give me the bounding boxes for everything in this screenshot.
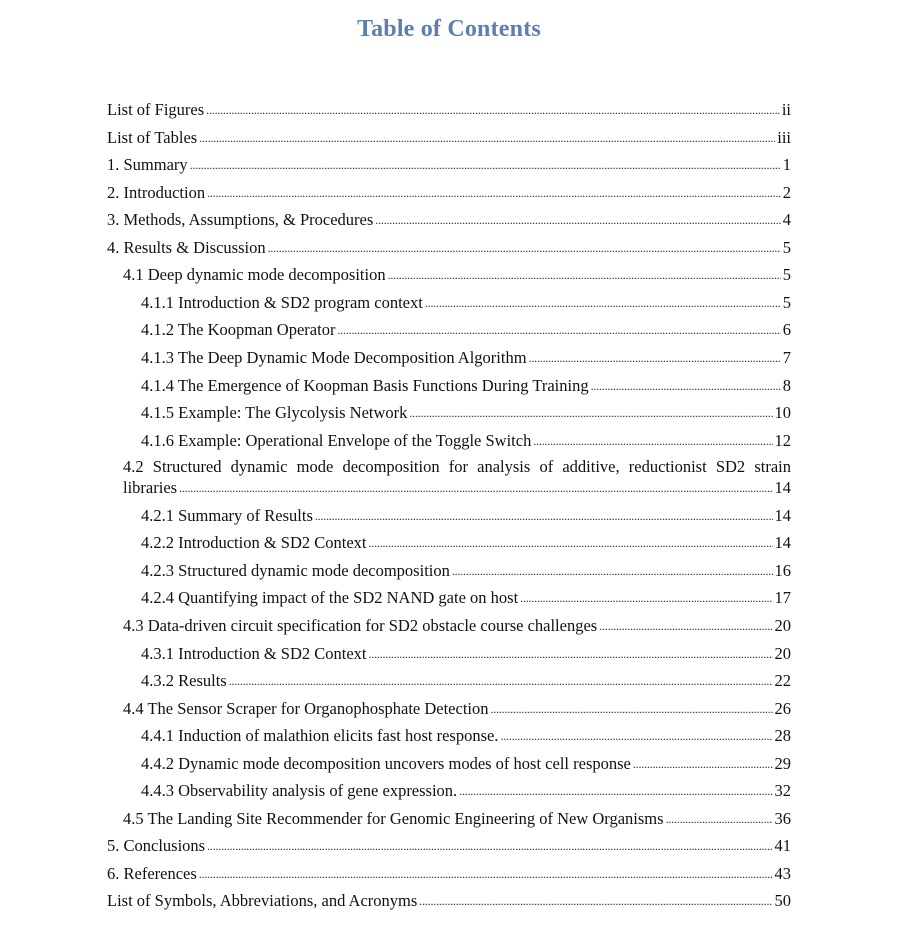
- toc-page-number: 28: [774, 726, 791, 745]
- toc-page-number: 14: [774, 478, 791, 497]
- toc-page-number: 1: [782, 155, 791, 174]
- dot-leader: [633, 756, 773, 774]
- toc-entry-4-2-2[interactable]: [141, 531, 791, 553]
- toc-label: 4.4.2 Dynamic mode decomposition uncovers modes of host cell response: [141, 754, 631, 773]
- toc-entry-results[interactable]: [107, 236, 791, 258]
- toc-page-number: 17: [774, 588, 791, 607]
- dot-leader: [369, 646, 773, 664]
- dot-leader: [419, 893, 772, 911]
- toc-page-number: 16: [774, 561, 791, 580]
- toc-label: 4.3 Data-driven circuit specification for SD2 obstacle course challenges: [123, 616, 598, 635]
- toc-entry-4-2-line1[interactable]: 4.2 Structured dynamic mode decomposition for analysis of additive, reductionist SD2 strain: [123, 457, 791, 476]
- toc-page-number: ii: [781, 100, 791, 119]
- toc-entry-symbols[interactable]: [107, 889, 791, 911]
- toc-entry-methods[interactable]: [107, 208, 791, 230]
- toc-label: 4.4.1 Induction of malathion elicits fast host response.: [141, 726, 499, 745]
- toc-entry-4-1-6[interactable]: [141, 429, 791, 451]
- dot-leader: [199, 866, 773, 884]
- toc-label: List of Symbols, Abbreviations, and Acronyms: [107, 891, 418, 910]
- dot-leader: [268, 240, 781, 258]
- toc-page-number: 32: [774, 781, 791, 800]
- toc-label: List of Figures: [107, 100, 205, 119]
- dot-leader: [199, 130, 775, 148]
- toc-page-number: 50: [774, 891, 791, 910]
- toc-page-number: 29: [774, 754, 791, 773]
- toc-entry-list-of-tables[interactable]: [107, 126, 791, 148]
- toc-page-number: 43: [774, 864, 791, 883]
- toc-entry-4-4[interactable]: [123, 697, 791, 719]
- dot-leader: [425, 295, 781, 313]
- toc-label: 4.2.2 Introduction & SD2 Context: [141, 533, 367, 552]
- toc-page-number: 5: [782, 265, 791, 284]
- dot-leader: [533, 433, 772, 451]
- toc-page-number: 36: [774, 809, 791, 828]
- toc-entry-4-1[interactable]: [123, 263, 791, 285]
- toc-label: 4.1.2 The Koopman Operator: [141, 320, 336, 339]
- toc-label: 3. Methods, Assumptions, & Procedures: [107, 210, 374, 229]
- toc-page-number: 41: [774, 836, 791, 855]
- toc-page-number: iii: [777, 128, 791, 147]
- toc-entry-4-3-2[interactable]: [141, 669, 791, 691]
- toc-page-number: 14: [774, 506, 791, 525]
- dot-leader: [375, 212, 780, 230]
- toc-page-number: 2: [782, 183, 791, 202]
- toc-entry-conclusions[interactable]: [107, 834, 791, 856]
- toc-entry-references[interactable]: [107, 862, 791, 884]
- toc-page-number: 7: [782, 348, 791, 367]
- toc-entry-4-2-4[interactable]: [141, 586, 791, 608]
- toc-entry-4-1-2[interactable]: [141, 318, 791, 340]
- toc-label: 4.1.4 The Emergence of Koopman Basis Functions During Training: [141, 376, 589, 395]
- toc-entry-4-4-1[interactable]: [141, 724, 791, 746]
- dot-leader: [666, 811, 773, 829]
- dot-leader: [315, 508, 773, 526]
- toc-label: 4.5 The Landing Site Recommender for Genomic Engineering of New Organisms: [123, 809, 664, 828]
- dot-leader: [369, 535, 773, 553]
- toc-page-number: 8: [782, 376, 791, 395]
- toc-entry-4-1-3[interactable]: [141, 346, 791, 368]
- toc-entry-summary[interactable]: [107, 153, 791, 175]
- toc-entry-4-4-2[interactable]: [141, 752, 791, 774]
- toc-label: 4.2.4 Quantifying impact of the SD2 NAND gate on host: [141, 588, 519, 607]
- toc-entry-4-3-1[interactable]: [141, 642, 791, 664]
- dot-leader: [179, 480, 772, 498]
- toc-label: 4.4.3 Observability analysis of gene expression.: [141, 781, 458, 800]
- toc-label: 4.1.5 Example: The Glycolysis Network: [141, 403, 408, 422]
- toc-entry-4-1-5[interactable]: [141, 401, 791, 423]
- toc-page-number: 4: [782, 210, 791, 229]
- dot-leader: [229, 673, 773, 691]
- toc-entry-4-1-4[interactable]: [141, 374, 791, 396]
- dot-leader: [529, 350, 781, 368]
- toc-entry-4-1-1[interactable]: [141, 291, 791, 313]
- toc-label: libraries: [123, 478, 178, 497]
- dot-leader: [491, 701, 773, 719]
- toc-label: 4.1.1 Introduction & SD2 program context: [141, 293, 423, 312]
- dot-leader: [207, 838, 772, 856]
- toc-label: 4.4 The Sensor Scraper for Organophosphate Detection: [123, 699, 489, 718]
- toc-entry-4-2-3[interactable]: [141, 559, 791, 581]
- page-title: Table of Contents: [357, 16, 541, 42]
- dot-leader: [599, 618, 772, 636]
- dot-leader: [452, 563, 773, 581]
- dot-leader: [190, 157, 781, 175]
- dot-leader: [591, 378, 781, 396]
- toc-label: 6. References: [107, 864, 197, 883]
- toc-entry-list-of-figures[interactable]: [107, 98, 791, 120]
- toc-page-number: 20: [774, 644, 791, 663]
- toc-entry-introduction[interactable]: [107, 181, 791, 203]
- toc-entry-4-4-3[interactable]: [141, 779, 791, 801]
- toc-label: 4.3.1 Introduction & SD2 Context: [141, 644, 367, 663]
- dot-leader: [388, 267, 781, 285]
- toc-label: List of Tables: [107, 128, 198, 147]
- toc-label: 4.1 Deep dynamic mode decomposition: [123, 265, 386, 284]
- toc-page-number: 14: [774, 533, 791, 552]
- toc-page-number: 6: [782, 320, 791, 339]
- toc-label: 5. Conclusions: [107, 836, 206, 855]
- toc-entry-4-5[interactable]: [123, 807, 791, 829]
- dot-leader: [207, 185, 781, 203]
- toc-page-number: 26: [774, 699, 791, 718]
- toc-label: 4.3.2 Results: [141, 671, 227, 690]
- toc-label: 4.2.1 Summary of Results: [141, 506, 313, 525]
- toc-label: 1. Summary: [107, 155, 188, 174]
- toc-page-number: 22: [774, 671, 791, 690]
- toc-label: 4.2.3 Structured dynamic mode decomposition: [141, 561, 450, 580]
- toc-entry-4-2[interactable]: [123, 476, 791, 498]
- toc-label: 4.1.3 The Deep Dynamic Mode Decomposition Algorithm: [141, 348, 527, 367]
- toc-entry-4-3[interactable]: [123, 614, 791, 636]
- toc-entry-4-2-1[interactable]: [141, 504, 791, 526]
- dot-leader: [500, 728, 772, 746]
- dot-leader: [520, 590, 772, 608]
- dot-leader: [409, 405, 772, 423]
- toc-page-number: 5: [782, 238, 791, 257]
- toc-page-number: 20: [774, 616, 791, 635]
- toc-page-number: 10: [774, 403, 791, 422]
- dot-leader: [206, 102, 780, 120]
- dot-leader: [459, 783, 772, 801]
- toc-page-number: 12: [774, 431, 791, 450]
- toc-page-number: 5: [782, 293, 791, 312]
- toc-label: 4.1.6 Example: Operational Envelope of the Toggle Switch: [141, 431, 532, 450]
- toc-label: 4. Results & Discussion: [107, 238, 266, 257]
- dot-leader: [337, 322, 780, 340]
- toc-label: 2. Introduction: [107, 183, 206, 202]
